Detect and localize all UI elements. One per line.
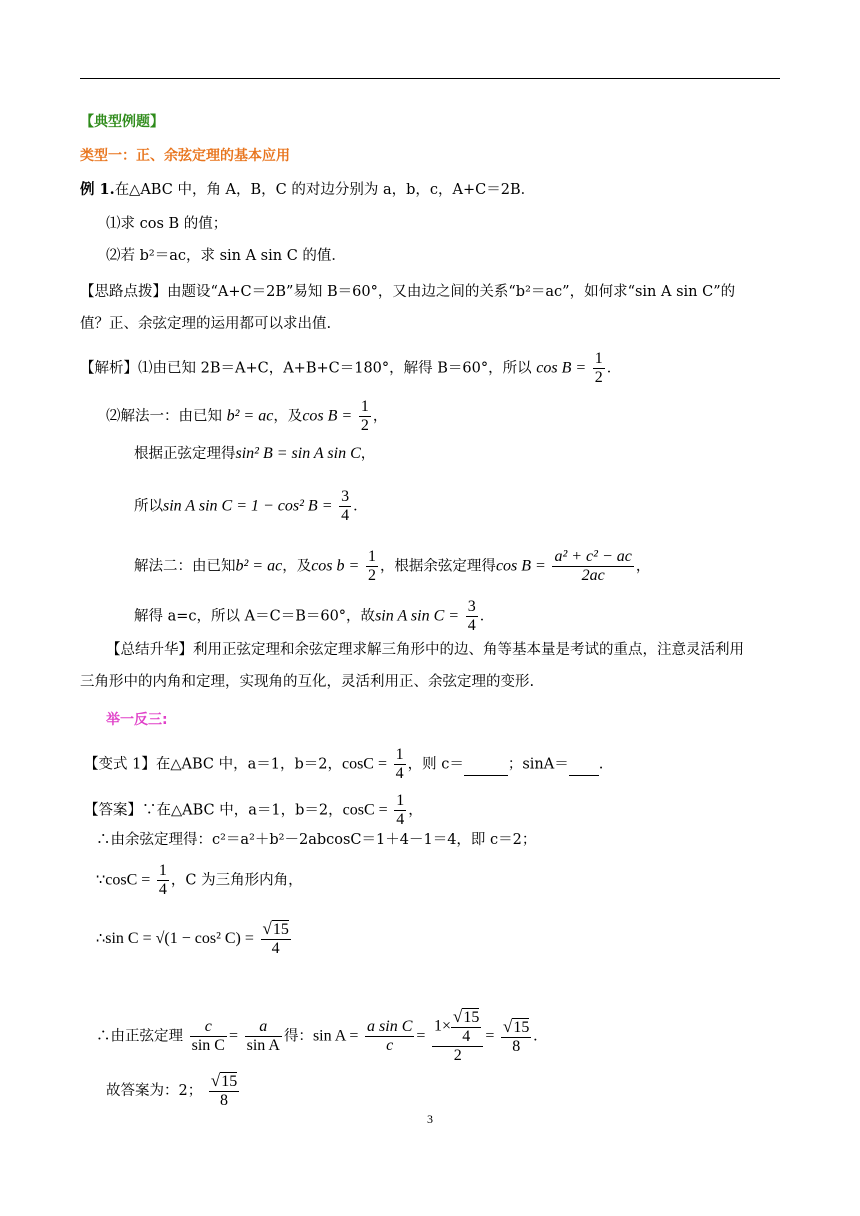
method-2-line-1: [134, 548, 650, 585]
method-2-label: 解法二：由已知: [134, 558, 236, 575]
sinA-sinC-eq: sin A sin C = 1 − cos² B =: [163, 497, 333, 515]
comma: ，: [408, 802, 423, 819]
blank-sinA: [569, 755, 599, 776]
denominator: 2: [367, 567, 376, 584]
sine-law-text: ∴由正弦定理: [96, 1028, 183, 1045]
numerator: 1: [360, 398, 369, 415]
sqrt-icon: √: [210, 1071, 221, 1090]
fraction-three-quarters: [466, 598, 478, 635]
variant-1: [84, 746, 603, 783]
answer-label: 【答案】∵在△ABC 中，a＝1，b＝2，: [84, 802, 343, 819]
numerator: a: [259, 1018, 268, 1035]
fraction-sqrt15-over-8: [501, 1018, 531, 1056]
therefore-symbol: ∴: [96, 931, 106, 947]
sine-law-text: 根据正弦定理得: [134, 446, 236, 462]
numerator: [432, 1008, 483, 1046]
fraction-one-quarter: [394, 792, 406, 829]
method-1-label: ⑵解法一：由已知: [106, 408, 222, 425]
compound-fraction: [432, 1008, 483, 1065]
sinA-sinC-eq: sin A sin C =: [375, 607, 460, 625]
inner-numerator: [451, 1008, 481, 1027]
page-number: 3: [427, 1112, 433, 1126]
practice-heading: 举一反三:: [106, 712, 168, 728]
blank-c: [464, 755, 508, 776]
numerator: a sin C: [367, 1018, 413, 1035]
fraction-three-quarters: [339, 488, 351, 525]
solution-text: 【解析】⑴由已知 2B＝A+C，A+B+C＝180°，解得 B＝60°，所以: [80, 360, 532, 377]
cos-b-expr: cos B =: [495, 557, 546, 575]
sqrt-icon: √: [453, 1007, 463, 1026]
fraction-a-over-sinA: [245, 1018, 282, 1055]
inner-fraction: [451, 1008, 481, 1046]
because-symbol: ∵: [96, 872, 106, 889]
sqrt-icon: √: [262, 919, 272, 938]
numerator: [261, 920, 291, 939]
denominator: 4: [158, 881, 167, 898]
fraction-one-quarter: [394, 746, 406, 783]
header-rule: [80, 78, 780, 79]
sqrt-icon: √: [503, 1016, 513, 1036]
inner-angle-text: ，C 为三角形内角，: [170, 872, 303, 889]
denominator: 4: [395, 765, 404, 782]
numerator: 1: [594, 350, 603, 367]
cos-b-expr: cos B =: [302, 407, 353, 425]
period: ．: [479, 608, 495, 625]
comma: ，: [360, 446, 376, 462]
numerator: [501, 1018, 531, 1037]
sin-a-expr: sin A =: [312, 1027, 359, 1045]
cos-b-expr: cos B =: [536, 359, 587, 377]
example-text: 在△ABC 中，角 A，B，C 的对边分别为 a，b，c，A+C＝2B．: [114, 182, 536, 198]
cos-b-lower-expr: cos b =: [311, 557, 360, 575]
denominator: 4: [396, 811, 405, 828]
period: ．: [353, 498, 368, 515]
comma: ，: [635, 558, 651, 575]
numerator: [209, 1072, 239, 1091]
question-2: ⑵若 b²＝ac，求 sin A sin C 的值．: [106, 248, 346, 264]
numerator: 1: [158, 862, 167, 879]
get-text: 得：: [283, 1028, 313, 1045]
cos-c-expr: cosC =: [105, 871, 151, 889]
denominator: 4: [467, 617, 476, 634]
text-and: ，及: [282, 558, 312, 575]
fraction-one-half: [593, 350, 605, 387]
summary-line-2: 三角形中的内角和定理，实现角的互化，灵活利用正、余弦定理的变形.: [80, 674, 535, 690]
period: ．: [606, 360, 622, 377]
answer-line-1: [84, 792, 423, 829]
denominator: 4: [341, 507, 350, 524]
period: .: [598, 756, 604, 773]
numerator: 1: [367, 548, 376, 565]
radicand: 15: [513, 1018, 530, 1036]
method-1-line-1: [106, 398, 387, 435]
solution-part-1: [80, 350, 621, 387]
cosine-law-fraction: [552, 548, 633, 585]
solve-text: 解得 a=c，所以 A＝C＝B＝60°，故: [134, 608, 376, 625]
final-text: 故答案为：2；: [106, 1083, 203, 1099]
method-1-line-2: [134, 444, 375, 464]
denominator: sin C: [191, 1037, 225, 1054]
answer-line-3: [96, 862, 303, 899]
numerator: 1: [395, 746, 404, 763]
answer-line-4: [96, 920, 293, 958]
therefore-text: 所以: [134, 498, 163, 515]
question-1: ⑴求 cos B 的值；: [106, 216, 228, 232]
then-c-text: ，则 c＝: [407, 756, 464, 773]
numerator: 1: [396, 792, 405, 809]
denominator: 4: [261, 939, 291, 958]
denominator: c: [365, 1036, 414, 1055]
inner-denominator: 4: [451, 1027, 481, 1046]
sine-squared-eq: sin² B = sin A sin C: [235, 445, 361, 462]
method-2-line-2: [134, 598, 494, 635]
numerator: 3: [467, 598, 476, 615]
denominator: sin A: [246, 1037, 280, 1054]
fraction-one-quarter: [157, 862, 169, 899]
text-and: ，及: [273, 408, 303, 425]
hint-line-2: 值？正、余弦定理的运用都可以求出值.: [80, 316, 332, 332]
denominator: 2: [432, 1046, 483, 1065]
denominator: 8: [209, 1091, 239, 1110]
numerator: c: [204, 1018, 212, 1035]
b-squared-eq: b² = ac: [226, 407, 274, 425]
fraction-c-over-sinC: [190, 1018, 227, 1055]
variant-text: 【变式 1】在△ABC 中，a＝1，b＝2，: [84, 756, 342, 773]
cos-c-expr: cosC =: [341, 755, 387, 773]
denominator: 8: [501, 1037, 531, 1056]
method-1-line-3: [134, 488, 368, 525]
comma: ，: [372, 408, 388, 425]
radicand: 15: [272, 921, 289, 938]
denominator: 2: [360, 417, 369, 434]
answer-line-2: ∴由余弦定理得：c²＝a²＋b²－2abcosC＝1＋4－1＝4，即 c＝2；: [96, 832, 537, 848]
fraction-one-half: [366, 548, 378, 585]
hint-line-1: 【思路点拨】由题设“A+C＝2B”易知 B＝60°，又由边之间的关系“b²＝ac”，如何求“sin A sin C”的: [80, 284, 736, 300]
cosine-law-text: ，根据余弦定理得: [379, 558, 496, 575]
final-answer: [106, 1072, 241, 1110]
b-squared-eq: b² = ac: [235, 557, 283, 575]
cos-c-expr: cosC =: [342, 801, 388, 819]
numerator: a² + c² − ac: [554, 548, 632, 565]
radicand: 15: [221, 1073, 238, 1090]
sin-c-expr: sin C = √(1 − cos² C) =: [105, 930, 254, 947]
radicand: 15: [463, 1009, 480, 1026]
fraction-sqrt15-over-4: [261, 920, 291, 958]
one-times: 1×: [434, 1017, 452, 1035]
denominator: 2ac: [552, 566, 633, 585]
type-heading: 类型一：正、余弦定理的基本应用: [80, 148, 290, 164]
summary-line-1: 【总结升华】利用正弦定理和余弦定理求解三角形中的边、角等基本量是考试的重点，注意灵活利用: [106, 642, 744, 658]
fraction-sqrt15-over-8: [209, 1072, 239, 1110]
denominator: 2: [594, 369, 603, 386]
fraction-asinC-over-c: [365, 1018, 414, 1055]
section-heading: 【典型例题】: [80, 114, 164, 130]
sinA-text: ；sinA＝: [507, 756, 569, 773]
example-1: [80, 180, 535, 200]
example-label: 例 1.: [80, 181, 115, 198]
answer-line-5: ∴由正弦定理 $\frac{c}{\text{sin C}}$ = $\frac{a}{\text{sin A}}$ 得：sin A = $\frac{\text{a sin C}}{c}$ = 1× $\frac{√15}{4}$ 2 = $\frac{√15}{8}$ .: [96, 1007, 538, 1064]
numerator: 3: [341, 488, 350, 505]
fraction-one-half: [359, 398, 371, 435]
